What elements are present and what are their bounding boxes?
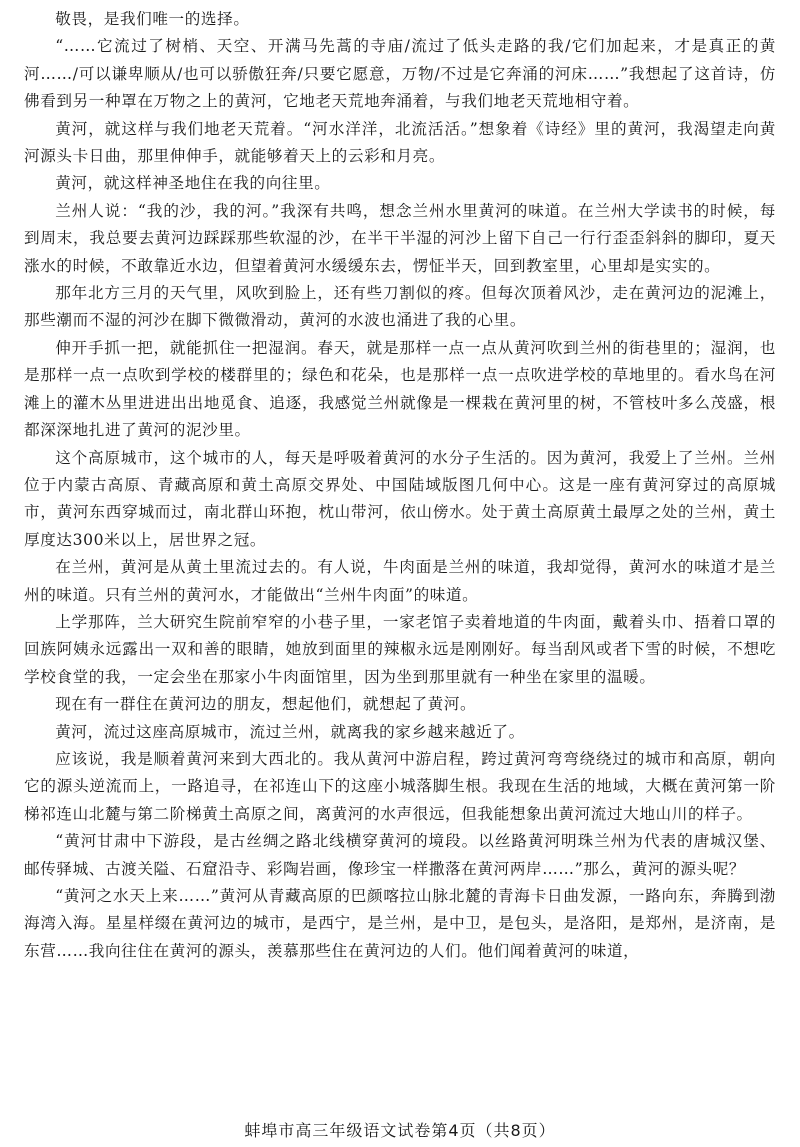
paragraph-plateau-city: 这个高原城市，这个城市的人，每天是呼吸着黄河的水分子生活的。因为黄河，我爱上了兰州。兰州位于内蒙古高原、青藏高原和黄土高原交界处、中国陆域版图几何中心。这是一座有黄河穿过的高原城市，黄河东西穿城而过，南北群山环抱，枕山带河，依山傍水。处于黄土高原黄土最厚之处的兰州，黄土厚度达300米以上，居世界之冠。 (24, 448, 776, 549)
paragraph-silk-road: “黄河甘肃中下游段，是古丝绸之路北线横穿黄河的境段。以丝路黄河明珠兰州为代表的唐城汉堡、邮传驿城、古渡关隘、石窟沿寺、彩陶岩画，像珍宝一样撒落在黄河两岸……”那么，黄河的源头呢？ (24, 832, 776, 878)
paragraph-sacred-longing: 黄河，就这样神圣地住在我的向往里。 (55, 174, 331, 193)
paragraph-poem-quote: “……它流过了树梢、天空、开满马先蒿的寺庙/流过了低头走路的我/它们加起来，才是真正的黄河……/可以谦卑顺从/也可以骄傲狂奔/只要它愿意，万物/不过是它奔涌的河床……”我想起了这首诗，仿佛看到另一种罩在万物之上的黄河，它地老天荒地奔涌着，与我们地老天荒地相守着。 (24, 37, 776, 111)
paragraph-book-of-songs: 黄河，就这样与我们地老天荒着。“河水洋洋，北流活活。”想象着《诗经》里的黄河，我渴望走向黄河源头卡日曲，那里伸伸手，就能够着天上的云彩和月亮。 (24, 119, 776, 166)
paragraph-hometown: 黄河，流过这座高原城市，流过兰州，就离我的家乡越来越近了。 (55, 722, 525, 741)
paragraph-lanzhou-sand: 兰州人说：“我的沙，我的河。”我深有共鸣，想念兰州水里黄河的味道。在兰州大学读书的时候，每到周末，我总要去黄河边踩踩那些软湿的沙，在半干半湿的河沙上留下自己一行行歪歪斜斜的脚印，夏天涨水的时候，不敢靠近水边，但望着黄河水缓缓东去，愣怔半天，回到教室里，心里却是实实的。 (24, 201, 776, 275)
paragraph-friends: 现在有一群住在黄河边的朋友，想起他们，就想起了黄河。 (55, 695, 477, 714)
paragraph-awe: 敬畏，是我们唯一的选择。 (55, 10, 250, 28)
paragraph-northwest-journey: 应该说，我是顺着黄河来到大西北的。我从黄河中游启程，跨过黄河弯弯绕绕过的城市和高原，朝向它的源头逆流而上，一路追寻，在祁连山下的这座小城落脚生根。我现在生活的地域，大概在黄河第一阶梯祁连山北麓与第二阶梯黄土高原之间，离黄河的水声很远，但我能想象出黄河流过大地山川的样子。 (24, 749, 776, 823)
paragraph-beef-noodles: 在兰州，黄河是从黄土里流过去的。有人说，牛肉面是兰州的味道，我却觉得，黄河水的味道才是兰州的味道。只有兰州的黄河水，才能做出“兰州牛肉面”的味道。 (24, 558, 776, 604)
page-footer: 蚌埠市高三年级语文试卷第4页（共8页） (244, 1121, 556, 1140)
article-body (24, 6, 776, 965)
paragraph-noodle-shop: 上学那阵，兰大研究生院前窄窄的小巷子里，一家老馆子卖着地道的牛肉面，戴着头巾、捂着口罩的回族阿姨永远露出一双和善的眼睛，她放到面里的辣椒永远是刚刚好。每当刮风或者下雪的时候，不想吃学校食堂的我，一定会坐在那家小牛肉面馆里，因为坐到那里就有一种坐在家里的温暖。 (24, 612, 776, 686)
paragraph-river-source: “黄河之水天上来……”黄河从青藏高原的巴颜喀拉山脉北麓的青海卡日曲发源，一路向东，奔腾到渤海湾入海。星星样缀在黄河边的城市，是西宁，是兰州，是中卫，是包头，是洛阳，是郑州，是济南，是东营……我向往住在黄河的源头，羡慕那些住在黄河边的人们。他们闻着黄河的味道， (24, 887, 776, 960)
paragraph-spring-moisture: 伸开手抓一把，就能抓住一把湿润。春天，就是那样一点一点从黄河吹到兰州的街巷里的；湿润，也是那样一点一点吹到学校的楼群里的；绿色和花朵，也是那样一点一点吹进学校的草地里的。看水鸟在河滩上的灌木丛里进进出出地觅食、追逐，我感觉兰州就像是一棵栽在黄河里的树，不管枝叶多么茂盛，根都深深地扎进了黄河的泥沙里。 (24, 338, 776, 440)
paragraph-march-wind: 那年北方三月的天气里，风吹到脸上，还有些刀割似的疼。但每次顶着风沙，走在黄河边的泥滩上，那些潮而不湿的河沙在脚下微微滑动，黄河的水波也涌进了我的心里。 (24, 284, 776, 330)
